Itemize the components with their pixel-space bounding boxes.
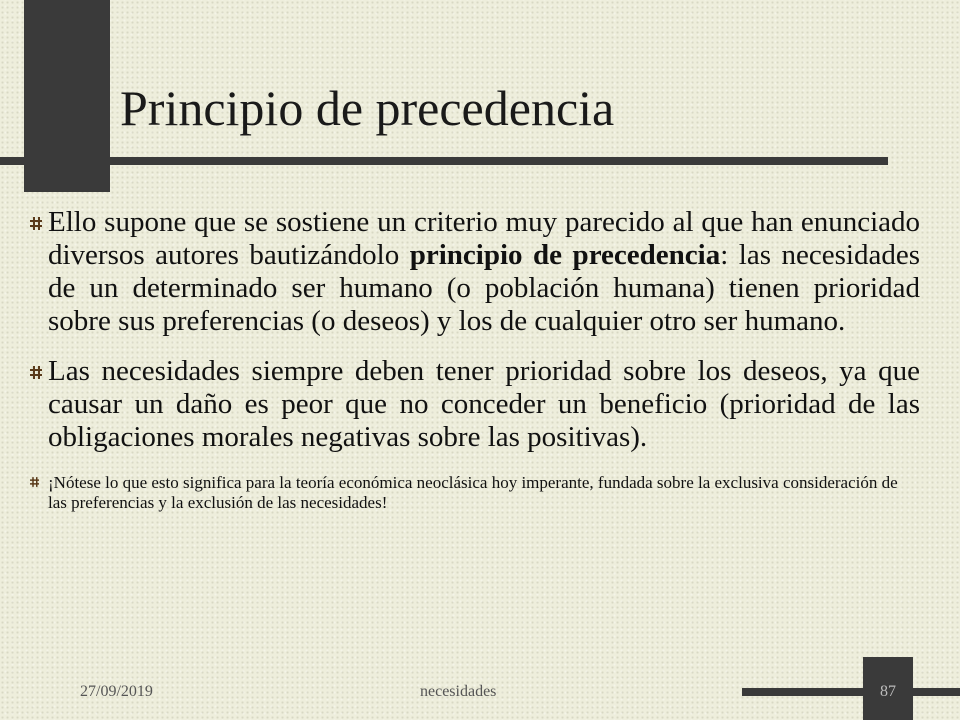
bullet-list xyxy=(30,206,920,513)
hash-bullet-icon xyxy=(30,217,42,230)
bullet-text-bold: principio de precedencia xyxy=(409,239,721,271)
footer-topic: necesidades xyxy=(420,683,497,700)
bullet-text-before: Ello supone que se sostiene un criterio muy parecido al que han enunciado diversos autores bautizándolo xyxy=(48,206,920,271)
hash-bullet-icon xyxy=(30,366,42,379)
page-number: 87 xyxy=(880,683,896,700)
bullet-item-needs-priority xyxy=(30,355,920,454)
bullet-text: Las necesidades siempre deben tener prioridad sobre los deseos, ya que causar un daño es peor que no conceder un beneficio (prioridad de las obligaciones morales negativas sobre las positivas). xyxy=(48,355,920,453)
bullet-text-after: : las necesidades de un determinado ser humano (o población humana) tienen prioridad sobre sus preferencias (o deseos) y los de cualquier otro ser humano. xyxy=(48,239,921,337)
hash-bullet-icon xyxy=(30,477,39,487)
title-rule xyxy=(0,157,888,165)
slide-title: Principio de precedencia xyxy=(120,80,615,136)
bullet-text: ¡Nótese lo que esto significa para la teoría económica neoclásica hoy imperante, fundada sobre la exclusiva consideración de las preferencias y la exclusión de las necesidades! xyxy=(48,473,898,512)
footer-date: 27/09/2019 xyxy=(80,683,153,700)
footer-rule xyxy=(742,688,960,696)
bullet-item-precedence xyxy=(30,206,920,338)
bullet-item-note xyxy=(30,473,920,513)
